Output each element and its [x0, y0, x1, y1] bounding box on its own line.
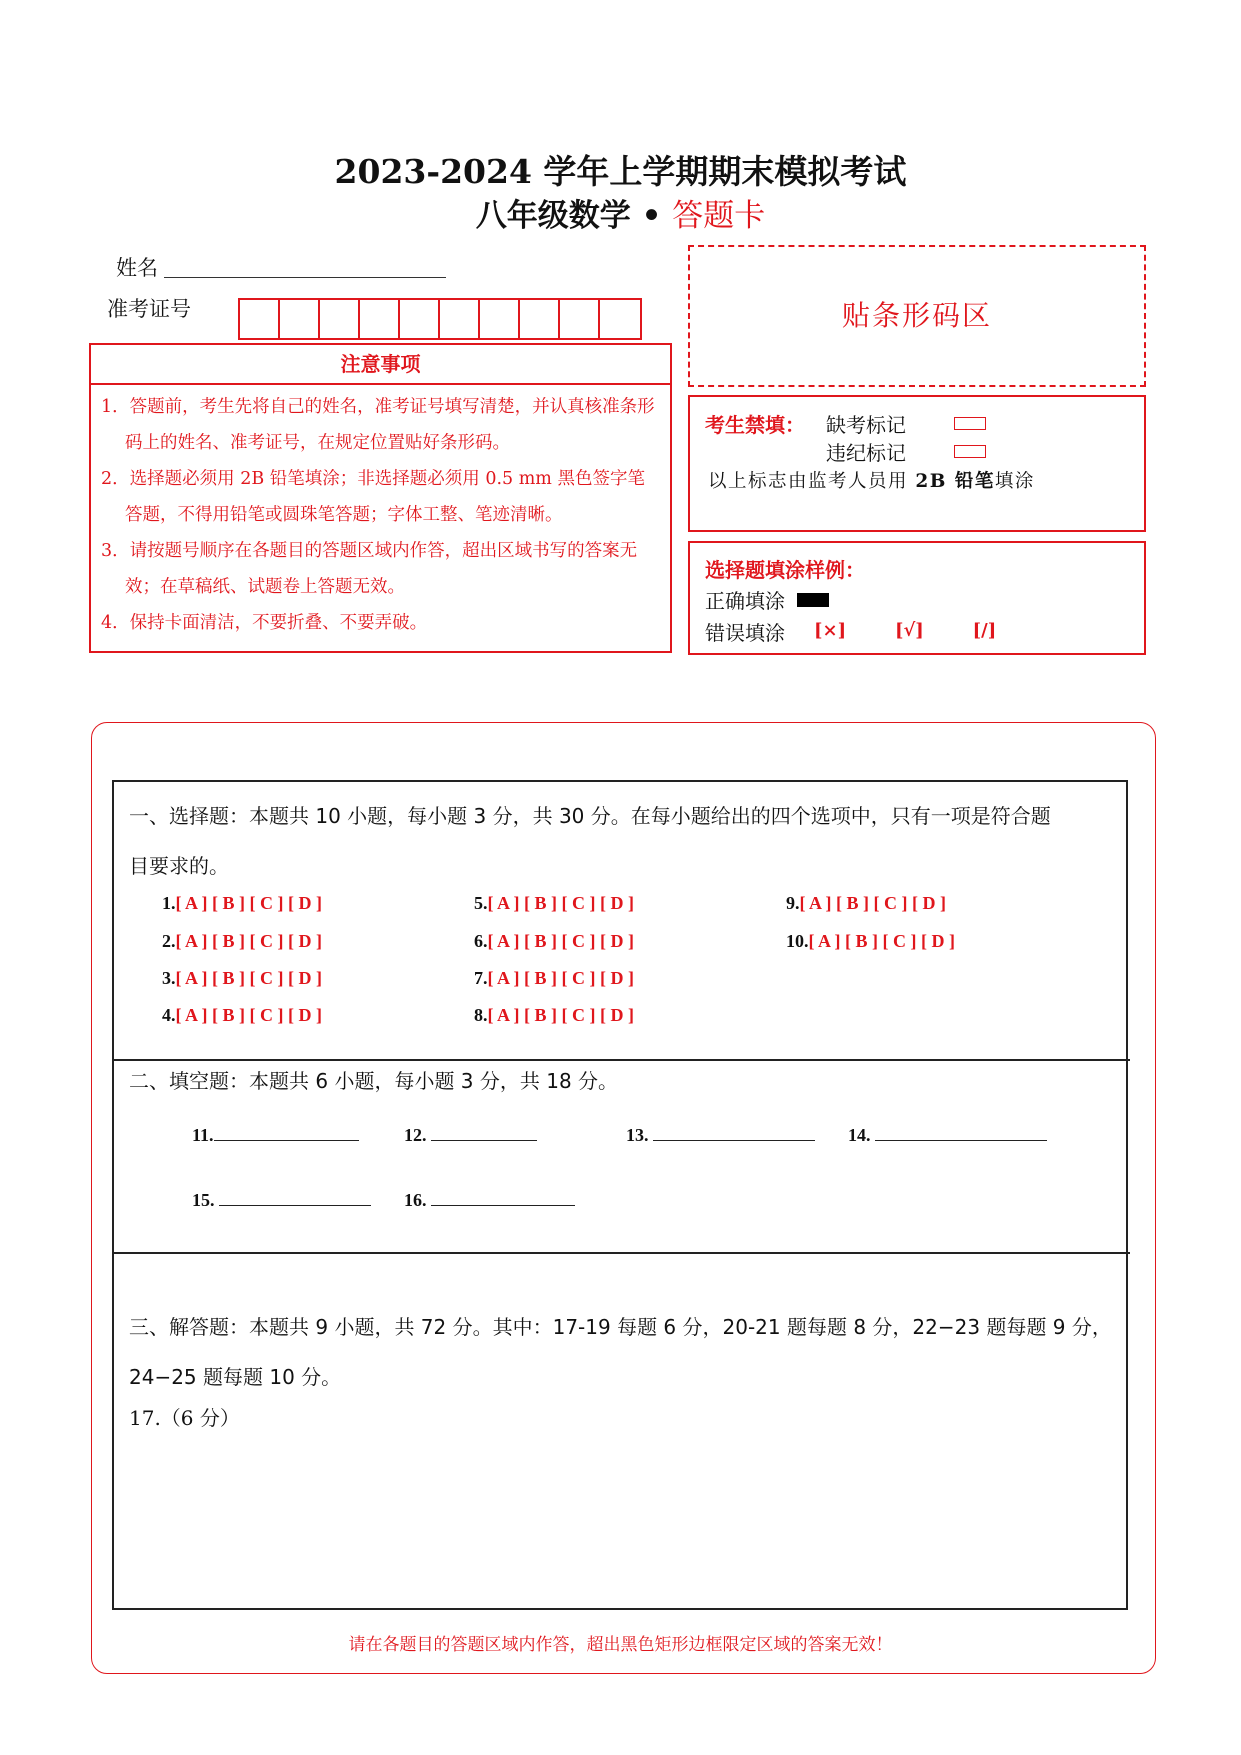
wrong-fill-label: 错误填涂 — [705, 621, 785, 645]
q-choices[interactable]: [ A ] [ B ] [ C ] [ D ] — [799, 893, 946, 913]
proctor-note — [708, 467, 1035, 493]
correct-fill-sample — [797, 593, 829, 607]
fill-blank-12[interactable] — [404, 1124, 537, 1146]
id-digit-box[interactable] — [320, 300, 360, 338]
section2-title: 二、填空题：本题共 6 小题，每小题 3 分，共 18 分。 — [129, 1069, 619, 1093]
q-number: 9. — [786, 893, 800, 913]
notice-item: 2．选择题必须用 2B 铅笔填涂；非选择题必须用 0.5 mm 黑色签字笔答题，不得用铅笔或圆珠笔答题；字体工整、笔迹清晰。 — [101, 469, 645, 525]
fill-blank-11[interactable] — [192, 1124, 359, 1146]
name-label: 姓名 — [116, 256, 158, 280]
mc-question[interactable] — [786, 893, 946, 914]
name-field[interactable] — [164, 276, 446, 278]
blank-number: 15. — [192, 1190, 215, 1210]
notice-item: 3．请按题号顺序在各题目的答题区域内作答，超出区域书写的答案无效；在草稿纸、试题卷上答题无效。 — [101, 541, 638, 597]
mc-question[interactable] — [474, 968, 634, 989]
id-digit-box[interactable] — [480, 300, 520, 338]
q-number: 10. — [786, 931, 809, 951]
fill-blank-13[interactable] — [626, 1124, 815, 1146]
q-choices[interactable]: [ A ] [ B ] [ C ] [ D ] — [487, 1005, 634, 1025]
proctor-note-bold: 2B 铅笔 — [915, 471, 995, 492]
section3-title: 三、解答题：本题共 9 小题，共 72 分。其中：17-19 每题 6 分，20-21 题每题 8 分，22−23 题每题 9 分， — [129, 1315, 1112, 1339]
wrong-mark-check: [√] — [894, 620, 924, 641]
blank-line[interactable] — [431, 1189, 575, 1206]
subtitle-answer-card: 答题卡 — [672, 198, 766, 234]
absent-label: 缺考标记 — [826, 413, 906, 437]
id-digit-box[interactable] — [240, 300, 280, 338]
blank-number: 13. — [626, 1125, 649, 1145]
notice-panel — [89, 343, 672, 653]
blank-number: 16. — [404, 1190, 427, 1210]
q-choices[interactable]: [ A ] [ B ] [ C ] [ D ] — [175, 968, 322, 988]
q-number: 1. — [162, 893, 176, 913]
section-divider — [112, 1252, 1130, 1254]
exam-id-boxes[interactable] — [238, 298, 642, 340]
blank-number: 14. — [848, 1125, 871, 1145]
exam-id-label: 准考证号 — [107, 297, 191, 321]
footer-warning: 请在各题目的答题区域内作答，超出黑色矩形边框限定区域的答案无效！ — [348, 1635, 893, 1655]
fill-sample-panel — [688, 541, 1146, 655]
id-digit-box[interactable] — [520, 300, 560, 338]
mc-question[interactable] — [474, 1005, 634, 1026]
blank-number: 11. — [192, 1125, 214, 1145]
section1-title: 一、选择题：本题共 10 小题，每小题 3 分，共 30 分。在每小题给出的四个选项中，只有一项是符合题 — [129, 804, 1051, 828]
wrong-mark-slash: [/] — [972, 620, 997, 641]
q-choices[interactable]: [ A ] [ B ] [ C ] [ D ] — [487, 931, 634, 951]
q-choices[interactable]: [ A ] [ B ] [ C ] [ D ] — [487, 893, 634, 913]
blank-line[interactable] — [219, 1189, 371, 1206]
section-divider — [112, 1059, 1130, 1061]
q-number: 8. — [474, 1005, 488, 1025]
q-choices[interactable]: [ A ] [ B ] [ C ] [ D ] — [175, 1005, 322, 1025]
id-digit-box[interactable] — [280, 300, 320, 338]
section3-title-cont: 24−25 题每题 10 分。 — [129, 1365, 342, 1389]
barcode-label: 贴条形码区 — [841, 299, 992, 332]
proctor-note-post: 填涂 — [994, 471, 1035, 492]
notice-item: 4．保持卡面清洁，不要折叠、不要弄破。 — [101, 613, 428, 633]
fill-blank-14[interactable] — [848, 1124, 1047, 1146]
mc-question[interactable] — [786, 931, 955, 952]
q-number: 2. — [162, 931, 176, 951]
q-choices[interactable]: [ A ] [ B ] [ C ] [ D ] — [487, 968, 634, 988]
violation-mark-box[interactable] — [954, 445, 986, 458]
q-number: 5. — [474, 893, 488, 913]
fill-blank-16[interactable] — [404, 1189, 575, 1211]
sample-heading: 选择题填涂样例： — [705, 558, 865, 582]
proctor-only-panel — [688, 395, 1146, 532]
violation-label: 违纪标记 — [826, 441, 906, 465]
wrong-fill-samples — [814, 620, 996, 641]
q-choices[interactable]: [ A ] [ B ] [ C ] [ D ] — [808, 931, 955, 951]
correct-fill-label: 正确填涂 — [705, 589, 785, 613]
q-number: 4. — [162, 1005, 176, 1025]
proctor-note-pre: 以上标志由监考人员用 — [708, 471, 916, 492]
id-digit-box[interactable] — [560, 300, 600, 338]
mc-question[interactable] — [162, 1005, 322, 1026]
blank-line[interactable] — [653, 1124, 815, 1141]
mc-question[interactable] — [162, 893, 322, 914]
blank-line[interactable] — [431, 1124, 537, 1141]
q-number: 6. — [474, 931, 488, 951]
absent-mark-box[interactable] — [954, 417, 986, 430]
wrong-mark-cross: [×] — [814, 620, 847, 641]
id-digit-box[interactable] — [440, 300, 480, 338]
fill-blank-15[interactable] — [192, 1189, 371, 1211]
subtitle-main: 八年级数学 • — [475, 198, 673, 234]
exam-title: 2023-2024 学年上学期期末模拟考试 — [334, 152, 907, 191]
mc-question[interactable] — [162, 931, 322, 952]
question-17-answer-space[interactable] — [129, 1435, 1119, 1600]
mc-question[interactable] — [474, 893, 634, 914]
notice-heading: 注意事项 — [91, 345, 670, 385]
notice-item: 1．答题前，考生先将自己的姓名，准考证号填写清楚，并认真核准条形码上的姓名、准考证号，在规定位置贴好条形码。 — [101, 397, 655, 453]
section1-title-cont: 目要求的。 — [129, 854, 229, 878]
q-choices[interactable]: [ A ] [ B ] [ C ] [ D ] — [175, 893, 322, 913]
mc-question[interactable] — [162, 968, 322, 989]
blank-line[interactable] — [875, 1124, 1047, 1141]
q-choices[interactable]: [ A ] [ B ] [ C ] [ D ] — [175, 931, 322, 951]
question-17-label: 17.（6 分） — [129, 1406, 240, 1430]
exam-subtitle — [0, 190, 1241, 235]
mc-question[interactable] — [474, 931, 634, 952]
q-number: 3. — [162, 968, 176, 988]
id-digit-box[interactable] — [400, 300, 440, 338]
id-digit-box[interactable] — [360, 300, 400, 338]
blank-number: 12. — [404, 1125, 427, 1145]
id-digit-box[interactable] — [600, 300, 640, 338]
proctor-heading: 考生禁填： — [705, 413, 805, 437]
q-number: 7. — [474, 968, 488, 988]
barcode-area — [688, 245, 1146, 387]
blank-line[interactable] — [214, 1124, 359, 1141]
